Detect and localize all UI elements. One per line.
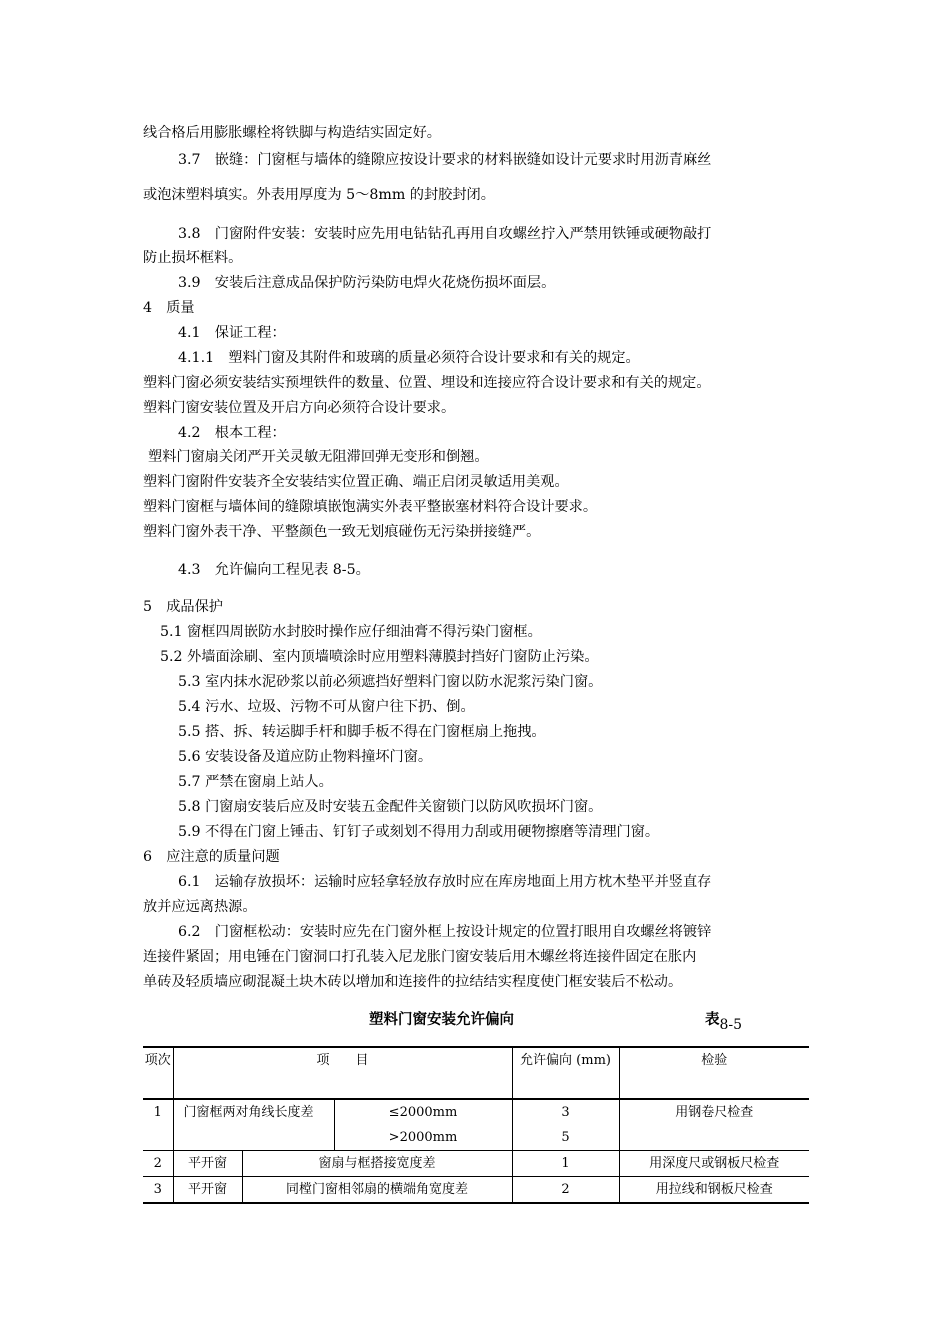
text-line: 放并应远离热源。 (143, 899, 257, 915)
table-caption: 塑料门窗安装允许偏向 (369, 1012, 514, 1028)
text-line: 5.2 外墙面涂刷、室内顶墙喷涂时应用塑料薄膜封挡好门窗防止污染。 (160, 649, 599, 665)
row-2-no: 2 (143, 1151, 173, 1177)
text-line: 3.7 嵌缝：门窗框与墙体的缝隙应按设计要求的材料嵌缝如设计元要求时用沥青麻丝 (178, 152, 712, 168)
text-line: 塑料门窗框与墙体间的缝隙填嵌饱满实外表平整嵌塞材料符合设计要求。 (143, 499, 598, 515)
text-line: 4.1.1 塑料门窗及其附件和玻璃的质量必须符合设计要求和有关的规定。 (178, 350, 640, 366)
text-line: 4.2 根本工程： (178, 425, 286, 441)
text-line: 5.7 严禁在窗扇上站人。 (178, 774, 333, 790)
text-line: 塑料门窗扇关闭严开关灵敏无阻滞回弹无变形和倒翘。 (148, 449, 489, 465)
row-2-value: 1 (512, 1151, 619, 1177)
header-deviation: 允许偏向 (mm) (512, 1047, 619, 1099)
text-line: 4.1 保证工程： (178, 325, 286, 341)
table-row (143, 1151, 809, 1177)
section-heading: 4 质量 (143, 300, 195, 316)
text-line: 线合格后用膨胀螺栓将铁脚与构造结实固定好。 (143, 125, 441, 141)
row-3-name: 同樘门窗相邻扇的横端角宽度差 (242, 1177, 512, 1204)
text-line: 5.5 搭、拆、转运脚手杆和脚手板不得在门窗框扇上拖拽。 (178, 724, 546, 740)
table-label: 表 (705, 1012, 720, 1028)
row-3-value: 2 (512, 1177, 619, 1204)
row-1-name: 门窗框两对角线长度差 (173, 1099, 334, 1151)
text-line: 防止损坏框料。 (143, 250, 243, 266)
row-2-method: 用深度尺或钢板尺检查 (619, 1151, 809, 1177)
text-line: 5.6 安装设备及道应防止物料撞坏门窗。 (178, 749, 433, 765)
text-line: 5.9 不得在门窗上锤击、钉钉子或刻划不得用力刮或用硬物擦磨等清理门窗。 (178, 824, 660, 840)
row-3-method: 用拉线和钢板尺检查 (619, 1177, 809, 1204)
row-3-no: 3 (143, 1177, 173, 1204)
row-1-sub-1: ≤2000mm (334, 1099, 512, 1125)
text-line: 6.1 运输存放损坏：运输时应轻拿轻放存放时应在库房地面上用方枕木垫平并竖直存 (178, 874, 712, 890)
header-item: 项 目 (173, 1047, 512, 1099)
table-number (705, 1008, 743, 1033)
row-1-value-1: 3 (512, 1099, 619, 1125)
row-2-type: 平开窗 (173, 1151, 242, 1177)
row-3-type: 平开窗 (173, 1177, 242, 1204)
row-1-value-2: 5 (512, 1125, 619, 1151)
header-item-no: 项次 (143, 1047, 173, 1099)
header-method: 检验 (619, 1047, 809, 1099)
text-line: 塑料门窗附件安装齐全安装结实位置正确、端正启闭灵敏适用美观。 (143, 474, 569, 490)
deviation-table (143, 1046, 809, 1204)
row-2-name: 窗扇与框搭接宽度差 (242, 1151, 512, 1177)
table-row (143, 1099, 809, 1125)
table-header-row (143, 1047, 809, 1099)
row-1-method: 用钢卷尺检查 (619, 1099, 809, 1151)
text-line: 塑料门窗安装位置及开启方向必须符合设计要求。 (143, 400, 456, 416)
text-line: 5.8 门窗扇安装后应及时安装五金配件关窗锁门以防风吹损坏门窗。 (178, 799, 603, 815)
text-line: 5.4 污水、垃圾、污物不可从窗户往下扔、倒。 (178, 699, 475, 715)
table-number-value: 8-5 (719, 1017, 743, 1033)
text-line: 3.9 安装后注意成品保护防污染防电焊火花烧伤损坏面层。 (178, 275, 556, 291)
row-1-no: 1 (143, 1099, 173, 1151)
text-line: 4.3 允许偏向工程见表 8-5。 (178, 562, 370, 578)
text-line: 3.8 门窗附件安装：安装时应先用电钻钻孔再用自攻螺丝拧入严禁用铁锤或硬物敲打 (178, 226, 712, 242)
text-line: 5.1 窗框四周嵌防水封胶时操作应仔细油膏不得污染门窗框。 (160, 624, 542, 640)
text-line: 6.2 门窗框松动：安装时应先在门窗外框上按设计规定的位置打眼用自攻螺丝将镀锌 (178, 924, 712, 940)
section-heading: 6 应注意的质量问题 (143, 849, 280, 865)
row-1-sub-2: >2000mm (334, 1125, 512, 1151)
text-line: 5.3 室内抹水泥砂浆以前必须遮挡好塑料门窗以防水泥浆污染门窗。 (178, 674, 603, 690)
text-line: 塑料门窗必须安装结实预埋铁件的数量、位置、埋设和连接应符合设计要求和有关的规定。 (143, 375, 711, 391)
section-heading: 5 成品保护 (143, 599, 223, 615)
text-line: 或泡沫塑料填实。外表用厚度为 5～8mm 的封胶封闭。 (143, 187, 495, 203)
text-line: 塑料门窗外表干净、平整颜色一致无划痕碰伤无污染拼接缝严。 (143, 524, 541, 540)
text-line: 单砖及轻质墙应砌混凝土块木砖以增加和连接件的拉结结实程度使门框安装后不松动。 (143, 974, 683, 990)
text-line: 连接件紧固；用电锤在门窗洞口打孔装入尼龙胀门窗安装后用木螺丝将连接件固定在胀内 (143, 949, 697, 965)
table-row (143, 1177, 809, 1204)
